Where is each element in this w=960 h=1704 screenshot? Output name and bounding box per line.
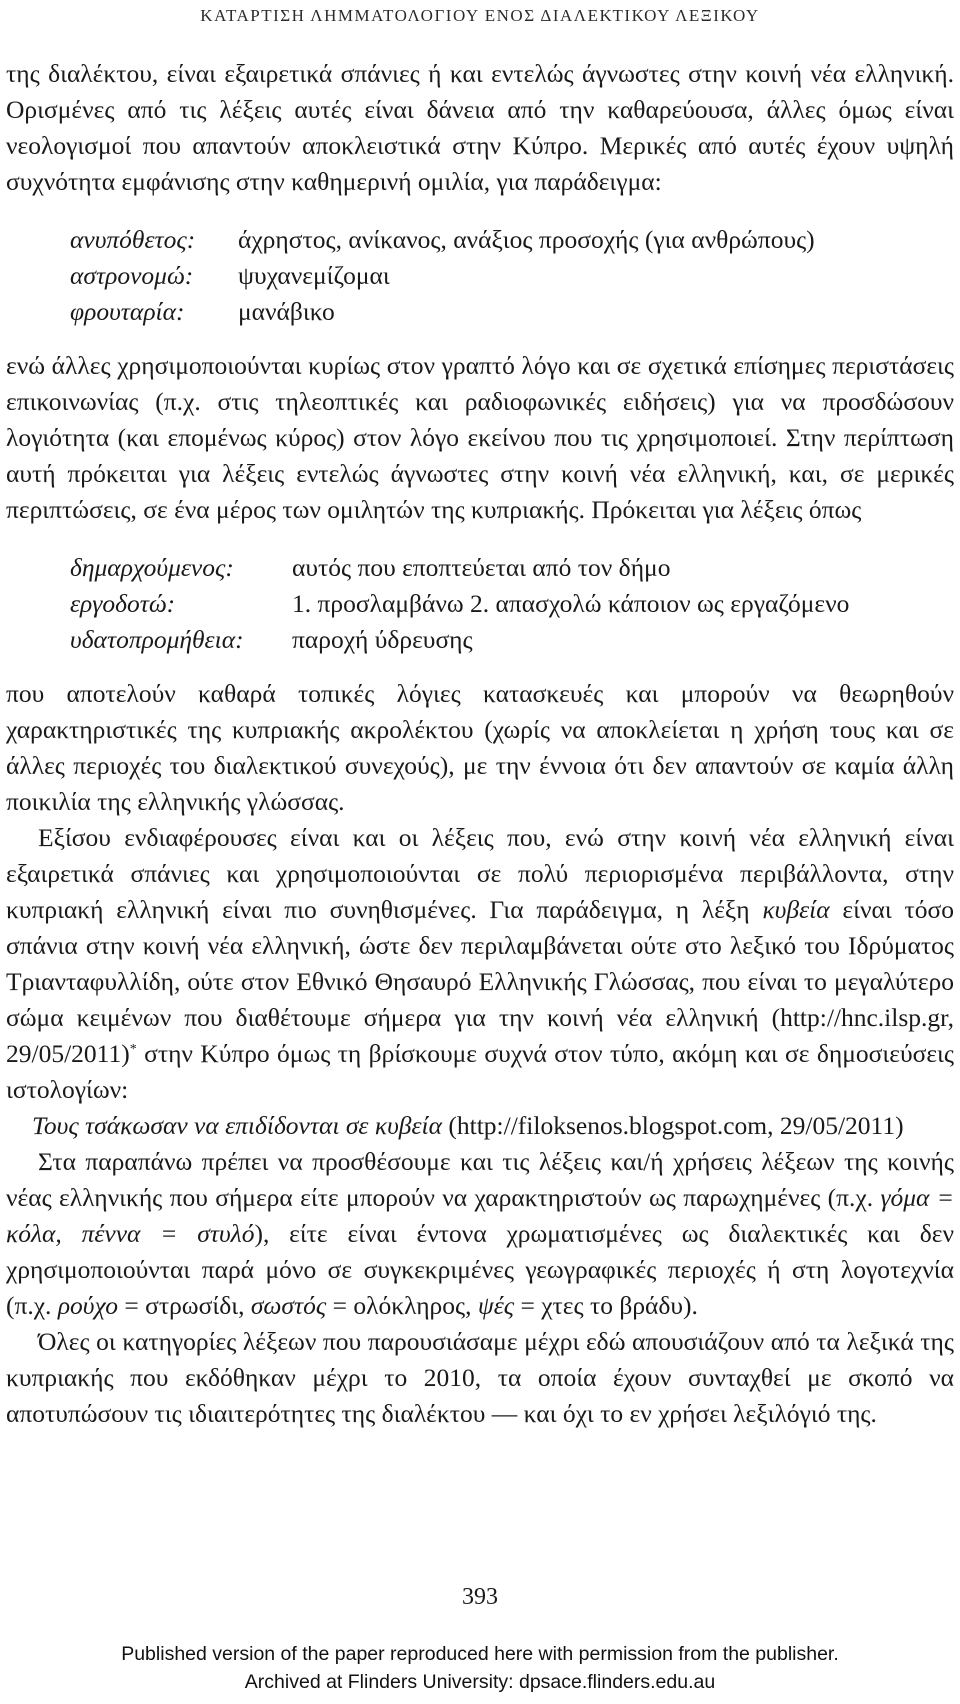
glossary-definition: 1. προσλαμβάνω 2. απασχολώ κάποιον ως εργαζόμενο <box>292 589 850 618</box>
glossary-term: ανυπόθετος: <box>70 225 196 254</box>
glossary-entry <box>6 294 954 330</box>
paragraph-5-example-2: ρούχο <box>57 1291 118 1320</box>
glossary-term: αστρονομώ: <box>70 261 194 290</box>
paragraph-5-text-1: Στα παραπάνω πρέπει να προσθέσουμε και τις λέξεις και/ή χρήσεις λέξεων της κοινής νέας ελληνικής που σήμερα είτε μπορούν να χαρακτηριστούν ως παρωχημένες (π.χ. <box>6 1147 954 1212</box>
glossary-term: υδατοπρομήθεια: <box>70 625 244 654</box>
page-number: 393 <box>462 1584 498 1610</box>
glossary-definition: ψυχανεμίζομαι <box>238 261 390 290</box>
paragraph-1: της διαλέκτου, είναι εξαιρετικά σπάνιες ή και εντελώς άγνωστες στην κοινή νέα ελληνική. Ορισμένες από τις λέξεις αυτές είναι δάνεια από την καθαρεύουσα, άλλες όμως είναι νεολογισμοί που απαντούν αποκλειστικά στην Κύπρο. Μερικές από αυτές έχουν υψηλή συχνότητα εμφάνισης στην καθημερινή ομιλία, για παράδειγμα: <box>6 59 954 196</box>
paragraph-5-text-2: ), είτε είναι έντονα χρωματισμένες ως διαλεκτικές και δεν χρησιμοποιούνται παρά μόνο σε συγκεκριμένες γεωγραφικές περιοχές ή στη λογοτεχνία (π.χ. <box>6 1219 955 1320</box>
footnote-mark: * <box>129 1042 137 1057</box>
paragraph-5-example-1: γόμα = κόλα, πέννα = στυλό <box>6 1183 954 1248</box>
example-quote <box>6 1108 954 1144</box>
glossary-definition: παροχή ύδρευσης <box>292 625 473 654</box>
quote-example: Τους τσάκωσαν να επιδίδονται σε κυβεία <box>32 1111 443 1140</box>
glossary-entry <box>6 622 954 658</box>
glossary-2 <box>6 550 954 658</box>
glossary-definition: μανάβικο <box>238 297 335 326</box>
footer-line-1: Published version of the paper reproduced here with permission from the publisher. <box>121 1643 839 1665</box>
paragraph-4-text-1: Εξίσου ενδιαφέρουσες είναι και οι λέξεις που, ενώ στην κοινή νέα ελληνική είναι εξαιρετικά σπάνιες και χρησιμοποιούνται σε πολύ περιορισμένα περιβάλλοντα, στην κυπριακή ελληνική είναι πιο συνηθισμένες. Για παράδειγμα, η λέξη <box>6 823 954 924</box>
glossary-entry <box>6 222 954 258</box>
body-text <box>6 56 954 1432</box>
running-header: ΚΑΤΑΡΤΙΣΗ ΛΗΜΜΑΤΟΛΟΓΙΟΥ ΕΝΟΣ ΔΙΑΛΕΚΤΙΚΟΥ ΛΕΞΙΚΟΥ <box>200 6 760 25</box>
glossary-term: δημαρχούμενος: <box>70 553 234 582</box>
paragraph-3: που αποτελούν καθαρά τοπικές λόγιες κατασκευές και μπορούν να θεωρηθούν χαρακτηριστικές της κυπριακής ακρολέκτου (χωρίς να αποκλείεται η χρήση τους και σε άλλες περιοχές του διαλεκτικού συνεχούς), με την έννοια ότι δεν απαντούν σε καμία άλλη ποικιλία της ελληνικής γλώσσας. <box>6 679 954 816</box>
paragraph-4-text-2: είναι τόσο σπάνια στην κοινή νέα ελληνική, ώστε δεν περιλαμβάνεται ούτε στο λεξικό του Ιδρύματος Τριανταφυλλίδη, ούτε στον Εθνικό Θησαυρό Ελληνικής Γλώσσας, που είναι το μεγαλύτερο σώμα κειμένων που διαθέτουμε σήμερα για την κοινή νέα ελληνική (http://hnc.ilsp.gr, 29/05/2011) <box>6 895 955 1068</box>
glossary-definition: άχρηστος, ανίκανος, ανάξιος προσοχής (για ανθρώπους) <box>238 225 815 254</box>
glossary-definition: αυτός που εποπτεύεται από τον δήμο <box>292 553 671 582</box>
paragraph-2: ενώ άλλες χρησιμοποιούνται κυρίως στον γραπτό λόγο και σε σχετικά επίσημες περιστάσεις επικοινωνίας (π.χ. στις τηλεοπτικές και ραδιοφωνικές ειδήσεις) για να προσδώσουν λογιότητα (και επομένως κύρος) στον λόγο εκείνου που τις χρησιμοποιεί. Στην περίπτωση αυτή πρόκειται για λέξεις εντελώς άγνωστες στην κοινή νέα ελληνική, και, σε μερικές περιπτώσεις, σε ένα μέρος των ομιλητών της κυπριακής. Πρόκειται για λέξεις όπως <box>6 351 954 524</box>
paragraph-5-text-5: = χτες το βράδυ). <box>514 1291 698 1320</box>
publisher-footer <box>0 1640 960 1696</box>
paragraph-5-example-4: ψές <box>477 1291 515 1320</box>
paragraph-4-word: κυβεία <box>762 895 830 924</box>
glossary-1 <box>6 222 954 330</box>
paragraph-5-text-3: = στρωσίδι, <box>117 1291 251 1320</box>
footer-line-2: Archived at Flinders University: dpsace.flinders.edu.au <box>244 1671 716 1693</box>
glossary-entry <box>6 258 954 294</box>
quote-source: (http://filoksenos.blogspot.com, 29/05/2011) <box>442 1111 904 1140</box>
glossary-entry <box>6 586 954 622</box>
paragraph-5-example-3: σωστός <box>250 1291 327 1320</box>
glossary-term: φρουταρία: <box>70 297 185 326</box>
paragraph-4 <box>6 820 954 1108</box>
paragraph-5 <box>6 1144 954 1324</box>
paragraph-5-text-4: = ολόκληρος, <box>326 1291 478 1320</box>
paragraph-4-text-3: στην Κύπρο όμως τη βρίσκουμε συχνά στον τύπο, ακόμη και σε δημοσιεύσεις ιστολογίων: <box>6 1039 954 1104</box>
paragraph-6: Όλες οι κατηγορίες λέξεων που παρουσιάσαμε μέχρι εδώ απουσιάζουν από τα λεξικά της κυπριακής που εκδόθηκαν μέχρι το 2010, τα οποία έχουν συνταχθεί με σκοπό να αποτυπώσουν τις ιδιαιτερότητες της διαλέκτου — και όχι το εν χρήσει λεξιλόγιό της. <box>6 1327 954 1428</box>
glossary-entry <box>6 550 954 586</box>
glossary-term: εργοδοτώ: <box>70 589 176 618</box>
